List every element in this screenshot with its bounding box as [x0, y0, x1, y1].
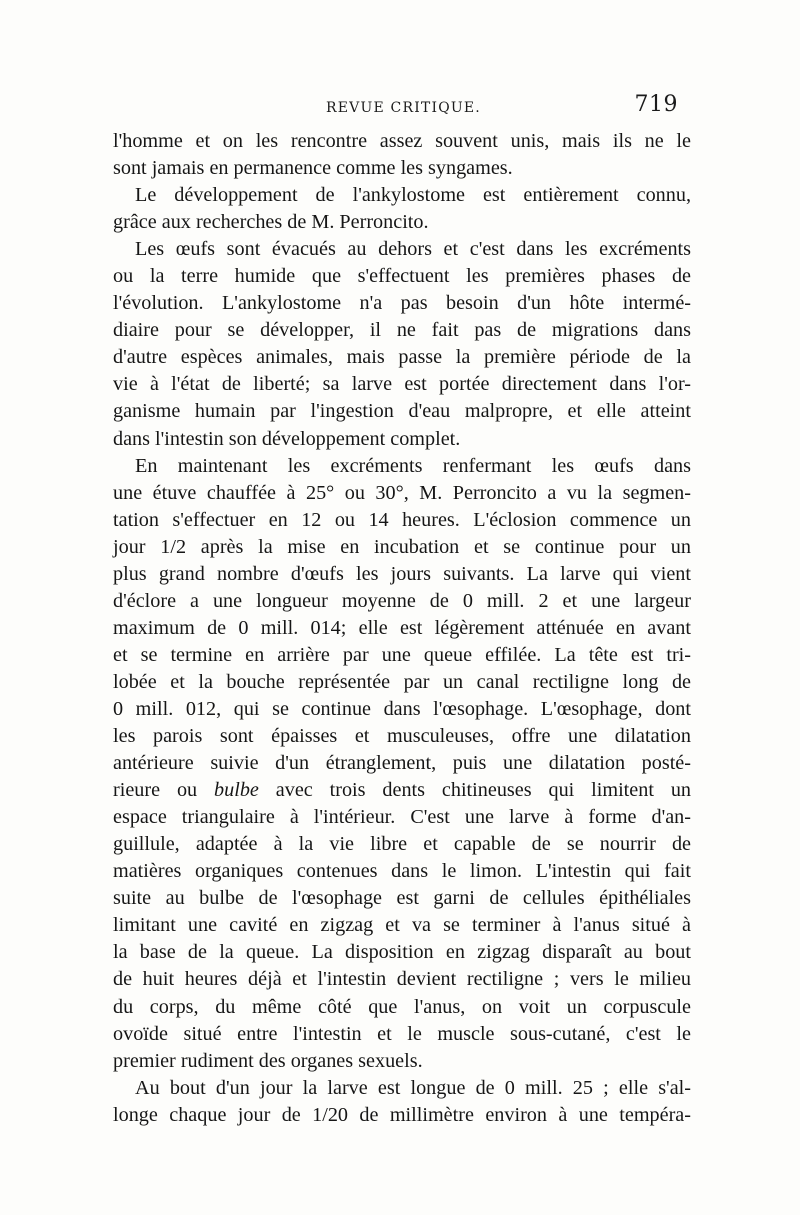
text-line: Les œufs sont évacués au dehors et c'est dans les excréments: [135, 238, 691, 261]
text-line: tation s'effectuer en 12 ou 14 heures. L'éclosion commence un: [113, 508, 691, 531]
text-line: lobée et la bouche représentée par un canal rectiligne long de: [113, 670, 691, 693]
text-line: dans l'intestin son développement complet.: [113, 427, 461, 450]
body-text: [113, 128, 691, 1129]
text-line: du corps, du même côté que l'anus, on voit un corpuscule: [113, 995, 691, 1018]
text-line: Au bout d'un jour la larve est longue de 0 mill. 25 ; elle s'al-: [135, 1076, 691, 1099]
running-title: REVUE CRITIQUE.: [326, 100, 481, 116]
page-number: 719: [634, 92, 678, 117]
text-line: d'autre espèces animales, mais passe la première période de la: [113, 346, 691, 369]
text-line: maximum de 0 mill. 014; elle est légèrement atténuée en avant: [113, 616, 691, 639]
text-line: la base de la queue. La disposition en zigzag disparaît au bout: [113, 941, 691, 964]
text-line: ovoïde situé entre l'intestin et le muscle sous-cutané, c'est le: [113, 1022, 691, 1045]
text-line: l'homme et on les rencontre assez souvent unis, mais ils ne le: [113, 130, 691, 152]
text-line: les parois sont épaisses et musculeuses, offre une dilatation: [113, 725, 691, 748]
text-line: l'évolution. L'ankylostome n'a pas besoin d'un hôte intermé-: [113, 292, 691, 315]
running-head: [112, 92, 684, 122]
text-line: suite au bulbe de l'œsophage est garni de cellules épithéliales: [113, 887, 691, 910]
text-line: 0 mill. 012, qui se continue dans l'œsophage. L'œsophage, dont: [113, 697, 691, 720]
text-line: premier rudiment des organes sexuels.: [113, 1049, 423, 1072]
text-line: sont jamais en permanence comme les syngames.: [113, 157, 513, 180]
text-line: d'éclore a une longueur moyenne de 0 mill. 2 et une largeur: [113, 589, 691, 612]
text-line: matières organiques contenues dans le limon. L'intestin qui fait: [113, 860, 691, 883]
text-line: guillule, adaptée à la vie libre et capable de se nourrir de: [113, 833, 691, 856]
text-segment: rieure ou: [113, 779, 198, 802]
text-line: antérieure suivie d'un étranglement, puis une dilatation posté-: [113, 752, 691, 775]
text-line: Le développement de l'ankylostome est entièrement connu,: [135, 184, 691, 207]
text-line-with-italic: [113, 777, 691, 804]
text-line: En maintenant les excréments renfermant les œufs dans: [135, 454, 691, 477]
text-line: plus grand nombre d'œufs les jours suivants. La larve qui vient: [113, 562, 691, 585]
text-line: de huit heures déjà et l'intestin devient rectiligne ; vers le milieu: [113, 968, 691, 991]
text-line: ou la terre humide que s'effectuent les premières phases de: [113, 265, 691, 288]
text-line: et se termine en arrière par une queue effilée. La tête est tri-: [113, 643, 691, 666]
text-line: espace triangulaire à l'intérieur. C'est une larve à forme d'an-: [113, 806, 691, 829]
text-line: longe chaque jour de 1/20 de millimètre environ à une tempéra-: [113, 1103, 691, 1126]
text-line: diaire pour se développer, il ne fait pas de migrations dans: [113, 319, 691, 342]
text-line: grâce aux recherches de M. Perroncito.: [113, 211, 429, 234]
text-line: une étuve chauffée à 25° ou 30°, M. Perroncito a vu la segmen-: [113, 481, 691, 504]
text-line: vie à l'état de liberté; sa larve est portée directement dans l'or-: [113, 373, 691, 396]
italic-term: bulbe: [214, 779, 259, 802]
text-segment: avec trois dents chitineuses qui limitent un: [275, 779, 692, 802]
text-line: limitant une cavité en zigzag et va se terminer à l'anus situé à: [113, 914, 691, 937]
text-line: jour 1/2 après la mise en incubation et se continue pour un: [113, 535, 691, 558]
text-line: ganisme humain par l'ingestion d'eau malpropre, et elle atteint: [113, 400, 691, 423]
